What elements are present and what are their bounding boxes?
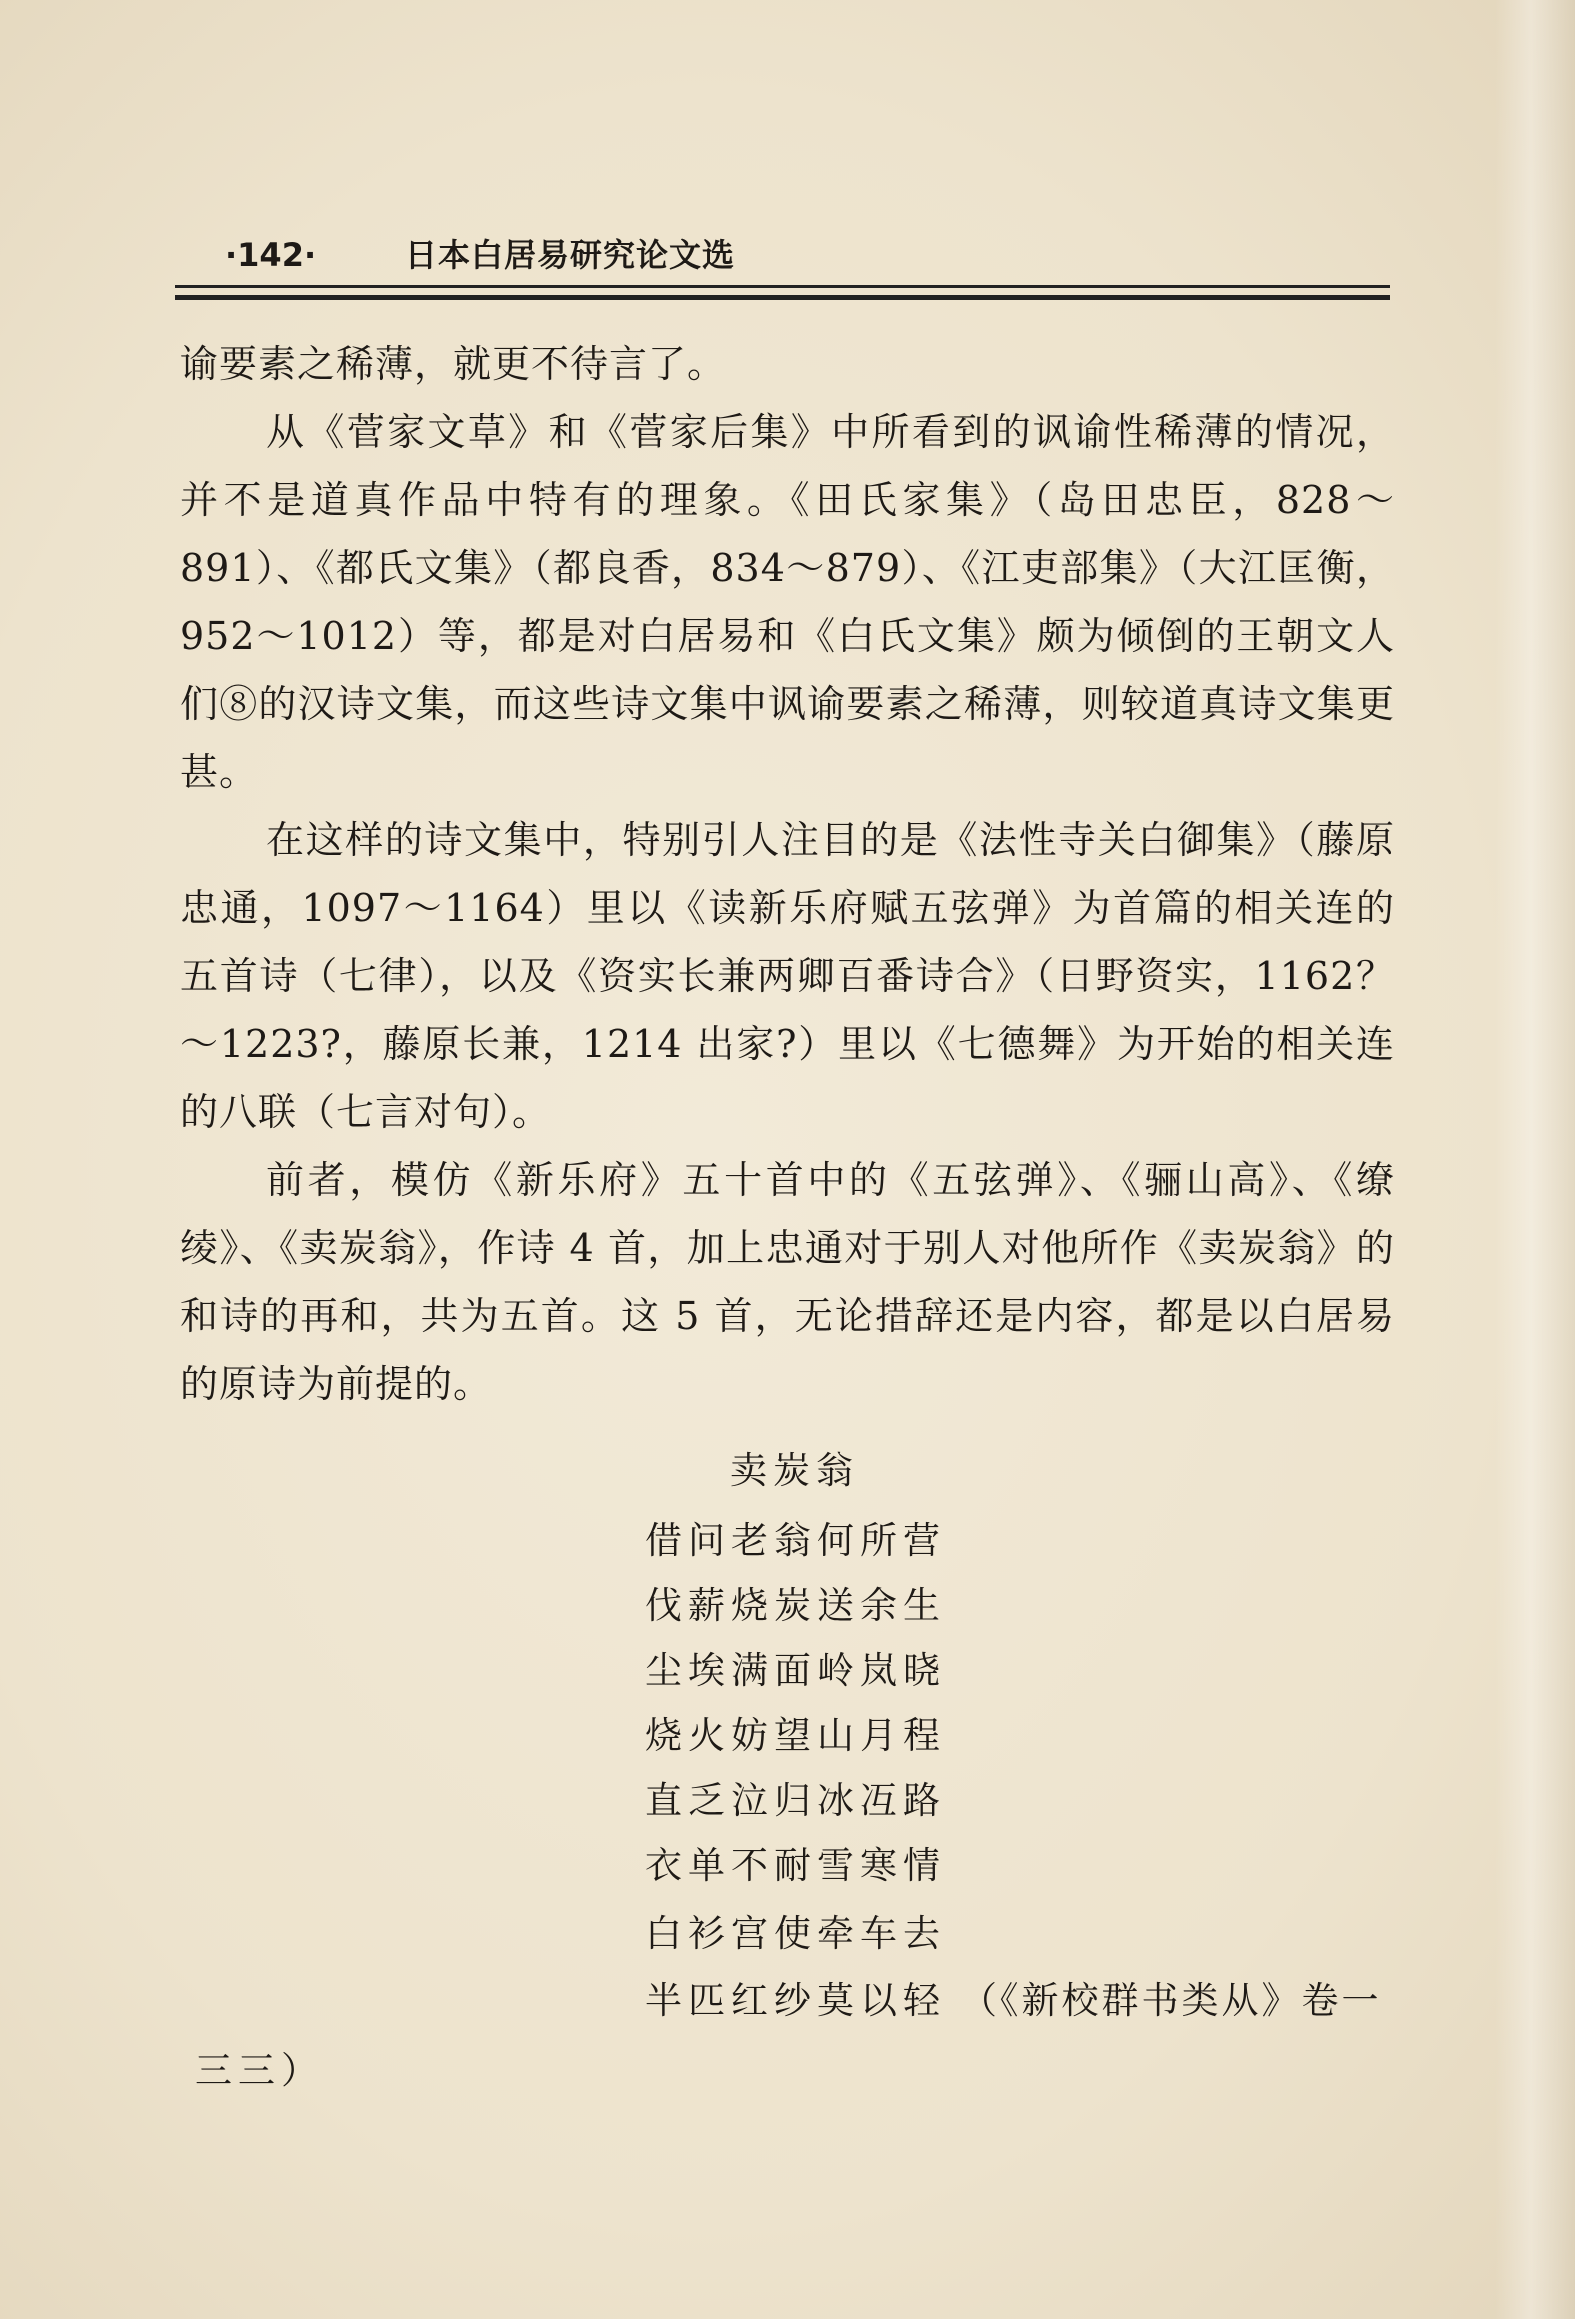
poem-line: 衣单不耐雪寒情	[645, 1844, 946, 1887]
paragraph: 前者，模仿《新乐府》五十首中的《五弦弹》、《骊山高》、《缭绫》、《卖炭翁》，作诗 4 首，加上忠通对于别人对他所作《卖炭翁》的和诗的再和，共为五首。这 5 首，无论措辞还是内容，都是以白居易的原诗为前提的。	[180, 1158, 1395, 1406]
book-title: 日本白居易研究论文选	[405, 236, 736, 274]
poem-line: 烧火妨望山月程	[645, 1714, 946, 1757]
poem-line: 白衫宫使牵车去	[645, 1912, 946, 1955]
page-number: ·142·	[225, 236, 317, 274]
paragraph: 从《菅家文草》和《菅家后集》中所看到的讽谕性稀薄的情况，并不是道真作品中特有的理象。《田氏家集》（岛田忠臣，828～891）、《都氏文集》（都良香，834～879）、《江吏部集》（大江匡衡，952～1012）等，都是对白居易和《白氏文集》颇为倾倒的王朝文人们⑧的汉诗文集，而这些诗文集中讽谕要素之稀薄，则较道真诗文集更甚。	[180, 410, 1395, 794]
poem-line: 借问老翁何所营	[645, 1519, 946, 1562]
body-text	[180, 330, 1395, 1418]
paragraph-continued: 谕要素之稀薄，就更不待言了。	[180, 342, 727, 386]
running-header	[175, 225, 1395, 285]
paragraph: 在这样的诗文集中，特别引人注目的是《法性寺关白御集》（藤原忠通，1097～1164）里以《读新乐府赋五弦弹》为首篇的相关连的五首诗（七律），以及《资实长兼两卿百番诗合》（日野资实，1162？～1223?，藤原长兼，1214 出家?）里以《七德舞》为开始的相关连的八联（七言对句）。	[180, 818, 1395, 1134]
poem-title: 卖炭翁	[730, 1449, 859, 1492]
poem-line: 尘埃满面岭岚晓	[645, 1649, 946, 1692]
poem-line: 直乏泣归冰冱路	[645, 1779, 946, 1822]
header-rule-thin	[175, 285, 1390, 288]
poem-source-citation: （《新校群书类从》卷一	[960, 1979, 1382, 2022]
header-rule-thick	[175, 295, 1390, 300]
poem-line: 半匹红纱莫以轻	[645, 1979, 946, 2022]
poem-line: 伐薪烧炭送余生	[645, 1584, 946, 1627]
poem-source-citation-continued: 三三）	[195, 2049, 324, 2092]
page-fold-shadow	[1495, 0, 1575, 2319]
